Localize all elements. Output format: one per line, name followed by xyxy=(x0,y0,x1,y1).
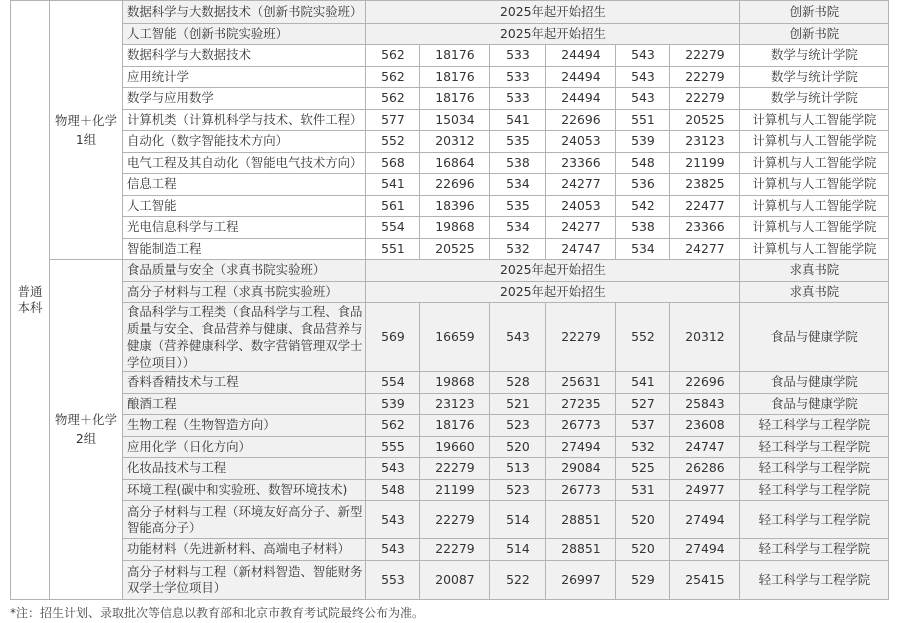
score-cell: 523 xyxy=(490,415,546,437)
college-cell: 食品与健康学院 xyxy=(740,393,889,415)
score-cell: 551 xyxy=(366,238,420,260)
enrollment-note-cell: 2025年起开始招生 xyxy=(366,260,740,282)
table-row xyxy=(11,23,889,45)
score-cell: 18176 xyxy=(420,45,490,67)
major-name-cell: 环境工程(碳中和实验班、数智环境技术) xyxy=(123,479,366,501)
table-row xyxy=(11,415,889,437)
score-cell: 15034 xyxy=(420,109,490,131)
enrollment-note-cell: 2025年起开始招生 xyxy=(366,281,740,303)
score-cell: 22279 xyxy=(420,501,490,539)
score-cell: 24977 xyxy=(670,479,740,501)
score-cell: 18396 xyxy=(420,195,490,217)
score-cell: 543 xyxy=(490,303,546,372)
score-cell: 18176 xyxy=(420,66,490,88)
score-cell: 534 xyxy=(490,174,546,196)
score-cell: 23123 xyxy=(670,131,740,153)
score-cell: 26773 xyxy=(546,415,616,437)
major-name-cell: 食品科学与工程类（食品科学与工程、食品质量与安全、食品营养与健康、食品营养与健康（营养健康科学、数字营销管理双学士学位项目）） xyxy=(123,303,366,372)
major-name-cell: 化妆品技术与工程 xyxy=(123,458,366,480)
table-row xyxy=(11,45,889,67)
table-row xyxy=(11,260,889,282)
score-cell: 514 xyxy=(490,501,546,539)
score-cell: 19868 xyxy=(420,217,490,239)
score-cell: 569 xyxy=(366,303,420,372)
table-row xyxy=(11,281,889,303)
table-row xyxy=(11,238,889,260)
score-cell: 18176 xyxy=(420,415,490,437)
score-cell: 552 xyxy=(616,303,670,372)
college-cell: 计算机与人工智能学院 xyxy=(740,238,889,260)
score-cell: 534 xyxy=(616,238,670,260)
major-name-cell: 数学与应用数学 xyxy=(123,88,366,110)
score-cell: 554 xyxy=(366,372,420,394)
major-name-cell: 人工智能（创新书院实验班） xyxy=(123,23,366,45)
score-cell: 25843 xyxy=(670,393,740,415)
score-cell: 521 xyxy=(490,393,546,415)
major-name-cell: 电气工程及其自动化（智能电气技术方向） xyxy=(123,152,366,174)
score-cell: 538 xyxy=(616,217,670,239)
score-cell: 24747 xyxy=(546,238,616,260)
score-cell: 27494 xyxy=(670,501,740,539)
college-cell: 计算机与人工智能学院 xyxy=(740,217,889,239)
score-cell: 562 xyxy=(366,415,420,437)
score-cell: 543 xyxy=(616,45,670,67)
major-name-cell: 智能制造工程 xyxy=(123,238,366,260)
score-cell: 26997 xyxy=(546,560,616,599)
score-cell: 22279 xyxy=(670,66,740,88)
college-cell: 轻工科学与工程学院 xyxy=(740,458,889,480)
score-cell: 543 xyxy=(366,501,420,539)
score-cell: 562 xyxy=(366,45,420,67)
score-cell: 534 xyxy=(490,217,546,239)
college-cell: 食品与健康学院 xyxy=(740,303,889,372)
score-cell: 520 xyxy=(490,436,546,458)
college-cell: 计算机与人工智能学院 xyxy=(740,174,889,196)
subject-group-cell: 物理＋化学 1组 xyxy=(50,1,123,260)
major-name-cell: 数据科学与大数据技术（创新书院实验班） xyxy=(123,1,366,24)
score-cell: 520 xyxy=(616,539,670,561)
table-row xyxy=(11,131,889,153)
score-cell: 27235 xyxy=(546,393,616,415)
score-cell: 22279 xyxy=(420,539,490,561)
college-cell: 数学与统计学院 xyxy=(740,66,889,88)
score-cell: 22279 xyxy=(420,458,490,480)
score-cell: 23123 xyxy=(420,393,490,415)
score-cell: 20087 xyxy=(420,560,490,599)
score-cell: 22696 xyxy=(546,109,616,131)
score-cell: 562 xyxy=(366,66,420,88)
score-cell: 19660 xyxy=(420,436,490,458)
major-name-cell: 高分子材料与工程（新材料智造、智能财务双学士学位项目） xyxy=(123,560,366,599)
table-row xyxy=(11,1,889,24)
score-cell: 20525 xyxy=(670,109,740,131)
score-cell: 24053 xyxy=(546,195,616,217)
major-name-cell: 信息工程 xyxy=(123,174,366,196)
score-cell: 29084 xyxy=(546,458,616,480)
score-cell: 26286 xyxy=(670,458,740,480)
score-cell: 543 xyxy=(366,539,420,561)
score-cell: 19868 xyxy=(420,372,490,394)
admission-score-table xyxy=(10,0,889,600)
score-cell: 16864 xyxy=(420,152,490,174)
score-cell: 542 xyxy=(616,195,670,217)
score-cell: 533 xyxy=(490,88,546,110)
college-cell: 轻工科学与工程学院 xyxy=(740,501,889,539)
score-cell: 23825 xyxy=(670,174,740,196)
score-cell: 28851 xyxy=(546,539,616,561)
score-cell: 551 xyxy=(616,109,670,131)
major-name-cell: 高分子材料与工程（环境友好高分子、新型智能高分子） xyxy=(123,501,366,539)
score-cell: 543 xyxy=(366,458,420,480)
score-cell: 568 xyxy=(366,152,420,174)
score-cell: 22696 xyxy=(420,174,490,196)
score-cell: 27494 xyxy=(670,539,740,561)
score-cell: 20525 xyxy=(420,238,490,260)
score-cell: 523 xyxy=(490,479,546,501)
score-cell: 23366 xyxy=(546,152,616,174)
major-name-cell: 功能材料（先进新材料、高端电子材料） xyxy=(123,539,366,561)
score-cell: 535 xyxy=(490,195,546,217)
college-cell: 轻工科学与工程学院 xyxy=(740,436,889,458)
college-cell: 数学与统计学院 xyxy=(740,45,889,67)
major-name-cell: 食品质量与安全（求真书院实验班） xyxy=(123,260,366,282)
score-cell: 541 xyxy=(490,109,546,131)
college-cell: 创新书院 xyxy=(740,1,889,24)
score-cell: 555 xyxy=(366,436,420,458)
major-name-cell: 酿酒工程 xyxy=(123,393,366,415)
score-cell: 26773 xyxy=(546,479,616,501)
score-cell: 533 xyxy=(490,45,546,67)
score-cell: 25631 xyxy=(546,372,616,394)
table-row xyxy=(11,501,889,539)
score-cell: 24494 xyxy=(546,45,616,67)
major-name-cell: 自动化（数字智能技术方向） xyxy=(123,131,366,153)
score-cell: 527 xyxy=(616,393,670,415)
score-cell: 24494 xyxy=(546,66,616,88)
table-row xyxy=(11,560,889,599)
table-row xyxy=(11,195,889,217)
score-cell: 552 xyxy=(366,131,420,153)
table-row xyxy=(11,393,889,415)
college-cell: 计算机与人工智能学院 xyxy=(740,109,889,131)
college-cell: 计算机与人工智能学院 xyxy=(740,195,889,217)
score-cell: 22279 xyxy=(670,45,740,67)
table-row xyxy=(11,174,889,196)
table-row xyxy=(11,152,889,174)
score-cell: 548 xyxy=(616,152,670,174)
college-cell: 创新书院 xyxy=(740,23,889,45)
footnote: *注：招生计划、录取批次等信息以教育部和北京市教育考试院最终公布为准。 xyxy=(10,606,425,620)
subject-group-cell: 物理＋化学 2组 xyxy=(50,260,123,600)
college-cell: 轻工科学与工程学院 xyxy=(740,479,889,501)
table-row xyxy=(11,436,889,458)
category-cell: 普通本科 xyxy=(11,1,50,600)
major-name-cell: 数据科学与大数据技术 xyxy=(123,45,366,67)
score-cell: 513 xyxy=(490,458,546,480)
score-cell: 24747 xyxy=(670,436,740,458)
score-cell: 24053 xyxy=(546,131,616,153)
score-cell: 18176 xyxy=(420,88,490,110)
major-name-cell: 应用化学（日化方向） xyxy=(123,436,366,458)
score-cell: 562 xyxy=(366,88,420,110)
score-cell: 533 xyxy=(490,66,546,88)
table-row xyxy=(11,539,889,561)
score-cell: 27494 xyxy=(546,436,616,458)
score-cell: 535 xyxy=(490,131,546,153)
score-cell: 28851 xyxy=(546,501,616,539)
score-cell: 528 xyxy=(490,372,546,394)
college-cell: 求真书院 xyxy=(740,281,889,303)
score-cell: 22477 xyxy=(670,195,740,217)
score-cell: 539 xyxy=(366,393,420,415)
score-cell: 24277 xyxy=(546,217,616,239)
major-name-cell: 高分子材料与工程（求真书院实验班） xyxy=(123,281,366,303)
score-cell: 520 xyxy=(616,501,670,539)
admission-score-table-container xyxy=(10,0,889,600)
major-name-cell: 人工智能 xyxy=(123,195,366,217)
major-name-cell: 光电信息科学与工程 xyxy=(123,217,366,239)
score-cell: 543 xyxy=(616,66,670,88)
score-cell: 539 xyxy=(616,131,670,153)
major-name-cell: 应用统计学 xyxy=(123,66,366,88)
score-cell: 514 xyxy=(490,539,546,561)
score-cell: 577 xyxy=(366,109,420,131)
college-cell: 轻工科学与工程学院 xyxy=(740,539,889,561)
score-cell: 16659 xyxy=(420,303,490,372)
score-cell: 537 xyxy=(616,415,670,437)
college-cell: 食品与健康学院 xyxy=(740,372,889,394)
score-cell: 522 xyxy=(490,560,546,599)
score-cell: 21199 xyxy=(420,479,490,501)
college-cell: 轻工科学与工程学院 xyxy=(740,415,889,437)
table-row xyxy=(11,303,889,372)
score-cell: 23366 xyxy=(670,217,740,239)
score-cell: 20312 xyxy=(420,131,490,153)
table-row xyxy=(11,66,889,88)
enrollment-note-cell: 2025年起开始招生 xyxy=(366,1,740,24)
score-cell: 24494 xyxy=(546,88,616,110)
score-cell: 554 xyxy=(366,217,420,239)
score-cell: 548 xyxy=(366,479,420,501)
score-cell: 561 xyxy=(366,195,420,217)
score-cell: 529 xyxy=(616,560,670,599)
score-cell: 541 xyxy=(366,174,420,196)
score-cell: 20312 xyxy=(670,303,740,372)
score-cell: 23608 xyxy=(670,415,740,437)
score-cell: 543 xyxy=(616,88,670,110)
score-cell: 532 xyxy=(490,238,546,260)
score-cell: 532 xyxy=(616,436,670,458)
enrollment-note-cell: 2025年起开始招生 xyxy=(366,23,740,45)
college-cell: 计算机与人工智能学院 xyxy=(740,152,889,174)
score-cell: 553 xyxy=(366,560,420,599)
major-name-cell: 生物工程（生物智造方向） xyxy=(123,415,366,437)
score-cell: 24277 xyxy=(670,238,740,260)
college-cell: 轻工科学与工程学院 xyxy=(740,560,889,599)
table-row xyxy=(11,217,889,239)
score-cell: 525 xyxy=(616,458,670,480)
score-cell: 541 xyxy=(616,372,670,394)
score-cell: 22279 xyxy=(670,88,740,110)
score-cell: 21199 xyxy=(670,152,740,174)
table-row xyxy=(11,88,889,110)
score-cell: 538 xyxy=(490,152,546,174)
score-cell: 531 xyxy=(616,479,670,501)
major-name-cell: 香料香精技术与工程 xyxy=(123,372,366,394)
table-row xyxy=(11,109,889,131)
college-cell: 计算机与人工智能学院 xyxy=(740,131,889,153)
score-cell: 24277 xyxy=(546,174,616,196)
score-cell: 22696 xyxy=(670,372,740,394)
table-row xyxy=(11,458,889,480)
table-row xyxy=(11,479,889,501)
table-row xyxy=(11,372,889,394)
score-cell: 22279 xyxy=(546,303,616,372)
score-cell: 536 xyxy=(616,174,670,196)
score-cell: 25415 xyxy=(670,560,740,599)
college-cell: 求真书院 xyxy=(740,260,889,282)
major-name-cell: 计算机类（计算机科学与技术、软件工程） xyxy=(123,109,366,131)
college-cell: 数学与统计学院 xyxy=(740,88,889,110)
